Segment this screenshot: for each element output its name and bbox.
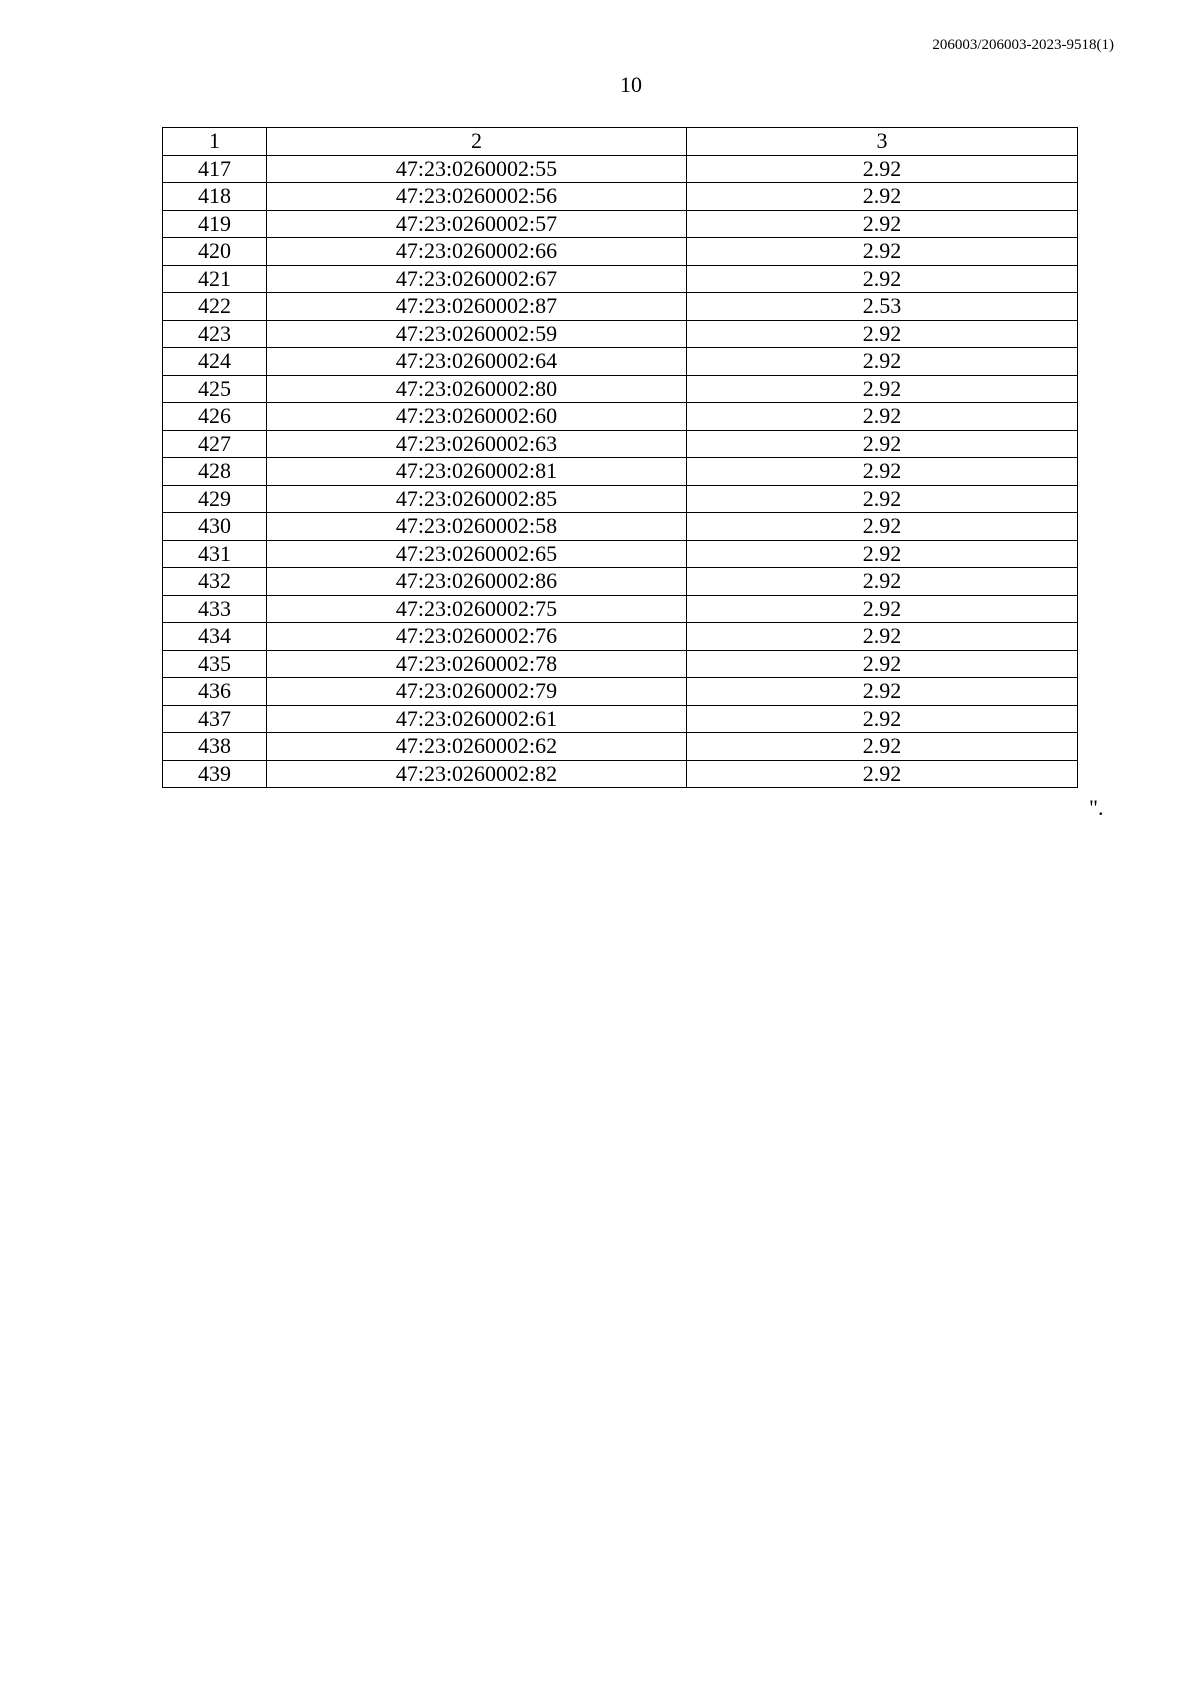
header-cell-1: 1 (163, 128, 267, 156)
value-cell: 2.92 (687, 238, 1078, 266)
table-row (163, 265, 1078, 293)
row-number-cell: 436 (163, 678, 267, 706)
cadastral-number-cell: 47:23:0260002:59 (267, 320, 687, 348)
table-row (163, 238, 1078, 266)
value-cell: 2.92 (687, 595, 1078, 623)
table-row (163, 403, 1078, 431)
header-cell-3: 3 (687, 128, 1078, 156)
page-number: 10 (620, 72, 642, 97)
row-number-cell: 426 (163, 403, 267, 431)
table-header-row (163, 128, 1078, 156)
table-row (163, 678, 1078, 706)
value-cell: 2.92 (687, 348, 1078, 376)
row-number-cell: 427 (163, 430, 267, 458)
value-cell: 2.92 (687, 430, 1078, 458)
table-row (163, 430, 1078, 458)
document-reference: 206003/206003-2023-9518(1) (932, 37, 1114, 53)
row-number-cell: 423 (163, 320, 267, 348)
table-row (163, 458, 1078, 486)
cadastral-number-cell: 47:23:0260002:55 (267, 155, 687, 183)
value-cell: 2.92 (687, 513, 1078, 541)
table-row (163, 540, 1078, 568)
table-row (163, 348, 1078, 376)
row-number-cell: 418 (163, 183, 267, 211)
cadastral-number-cell: 47:23:0260002:79 (267, 678, 687, 706)
table-row (163, 375, 1078, 403)
cadastral-number-cell: 47:23:0260002:63 (267, 430, 687, 458)
value-cell: 2.92 (687, 733, 1078, 761)
table-row (163, 210, 1078, 238)
row-number-cell: 437 (163, 705, 267, 733)
cadastral-number-cell: 47:23:0260002:82 (267, 760, 687, 788)
row-number-cell: 419 (163, 210, 267, 238)
value-cell: 2.53 (687, 293, 1078, 321)
cadastral-number-cell: 47:23:0260002:60 (267, 403, 687, 431)
row-number-cell: 421 (163, 265, 267, 293)
cadastral-number-cell: 47:23:0260002:78 (267, 650, 687, 678)
row-number-cell: 428 (163, 458, 267, 486)
row-number-cell: 425 (163, 375, 267, 403)
table-row (163, 513, 1078, 541)
row-number-cell: 432 (163, 568, 267, 596)
cadastral-number-cell: 47:23:0260002:61 (267, 705, 687, 733)
table-row (163, 623, 1078, 651)
table-row (163, 320, 1078, 348)
cadastral-number-cell: 47:23:0260002:85 (267, 485, 687, 513)
row-number-cell: 417 (163, 155, 267, 183)
row-number-cell: 431 (163, 540, 267, 568)
data-table (162, 127, 1078, 788)
row-number-cell: 424 (163, 348, 267, 376)
table-row (163, 155, 1078, 183)
cadastral-number-cell: 47:23:0260002:62 (267, 733, 687, 761)
header-cell-2: 2 (267, 128, 687, 156)
cadastral-number-cell: 47:23:0260002:86 (267, 568, 687, 596)
value-cell: 2.92 (687, 375, 1078, 403)
cadastral-number-cell: 47:23:0260002:75 (267, 595, 687, 623)
cadastral-number-cell: 47:23:0260002:81 (267, 458, 687, 486)
value-cell: 2.92 (687, 265, 1078, 293)
table-row (163, 595, 1078, 623)
cadastral-number-cell: 47:23:0260002:67 (267, 265, 687, 293)
table-row (163, 733, 1078, 761)
row-number-cell: 430 (163, 513, 267, 541)
value-cell: 2.92 (687, 678, 1078, 706)
row-number-cell: 439 (163, 760, 267, 788)
table-row (163, 568, 1078, 596)
row-number-cell: 420 (163, 238, 267, 266)
row-number-cell: 422 (163, 293, 267, 321)
value-cell: 2.92 (687, 183, 1078, 211)
row-number-cell: 429 (163, 485, 267, 513)
cadastral-number-cell: 47:23:0260002:58 (267, 513, 687, 541)
row-number-cell: 435 (163, 650, 267, 678)
table-row (163, 293, 1078, 321)
cadastral-number-cell: 47:23:0260002:80 (267, 375, 687, 403)
cadastral-number-cell: 47:23:0260002:57 (267, 210, 687, 238)
value-cell: 2.92 (687, 485, 1078, 513)
value-cell: 2.92 (687, 568, 1078, 596)
value-cell: 2.92 (687, 155, 1078, 183)
value-cell: 2.92 (687, 705, 1078, 733)
row-number-cell: 434 (163, 623, 267, 651)
cadastral-number-cell: 47:23:0260002:56 (267, 183, 687, 211)
value-cell: 2.92 (687, 210, 1078, 238)
cadastral-number-cell: 47:23:0260002:64 (267, 348, 687, 376)
table-row (163, 705, 1078, 733)
table-body (163, 128, 1078, 788)
value-cell: 2.92 (687, 458, 1078, 486)
closing-quote-mark: ". (1089, 795, 1104, 820)
cadastral-number-cell: 47:23:0260002:87 (267, 293, 687, 321)
table-row (163, 183, 1078, 211)
value-cell: 2.92 (687, 540, 1078, 568)
row-number-cell: 433 (163, 595, 267, 623)
value-cell: 2.92 (687, 650, 1078, 678)
cadastral-number-cell: 47:23:0260002:65 (267, 540, 687, 568)
cadastral-number-cell: 47:23:0260002:76 (267, 623, 687, 651)
table-row (163, 485, 1078, 513)
value-cell: 2.92 (687, 760, 1078, 788)
value-cell: 2.92 (687, 320, 1078, 348)
table-row (163, 650, 1078, 678)
cadastral-number-cell: 47:23:0260002:66 (267, 238, 687, 266)
value-cell: 2.92 (687, 623, 1078, 651)
value-cell: 2.92 (687, 403, 1078, 431)
row-number-cell: 438 (163, 733, 267, 761)
table-row (163, 760, 1078, 788)
